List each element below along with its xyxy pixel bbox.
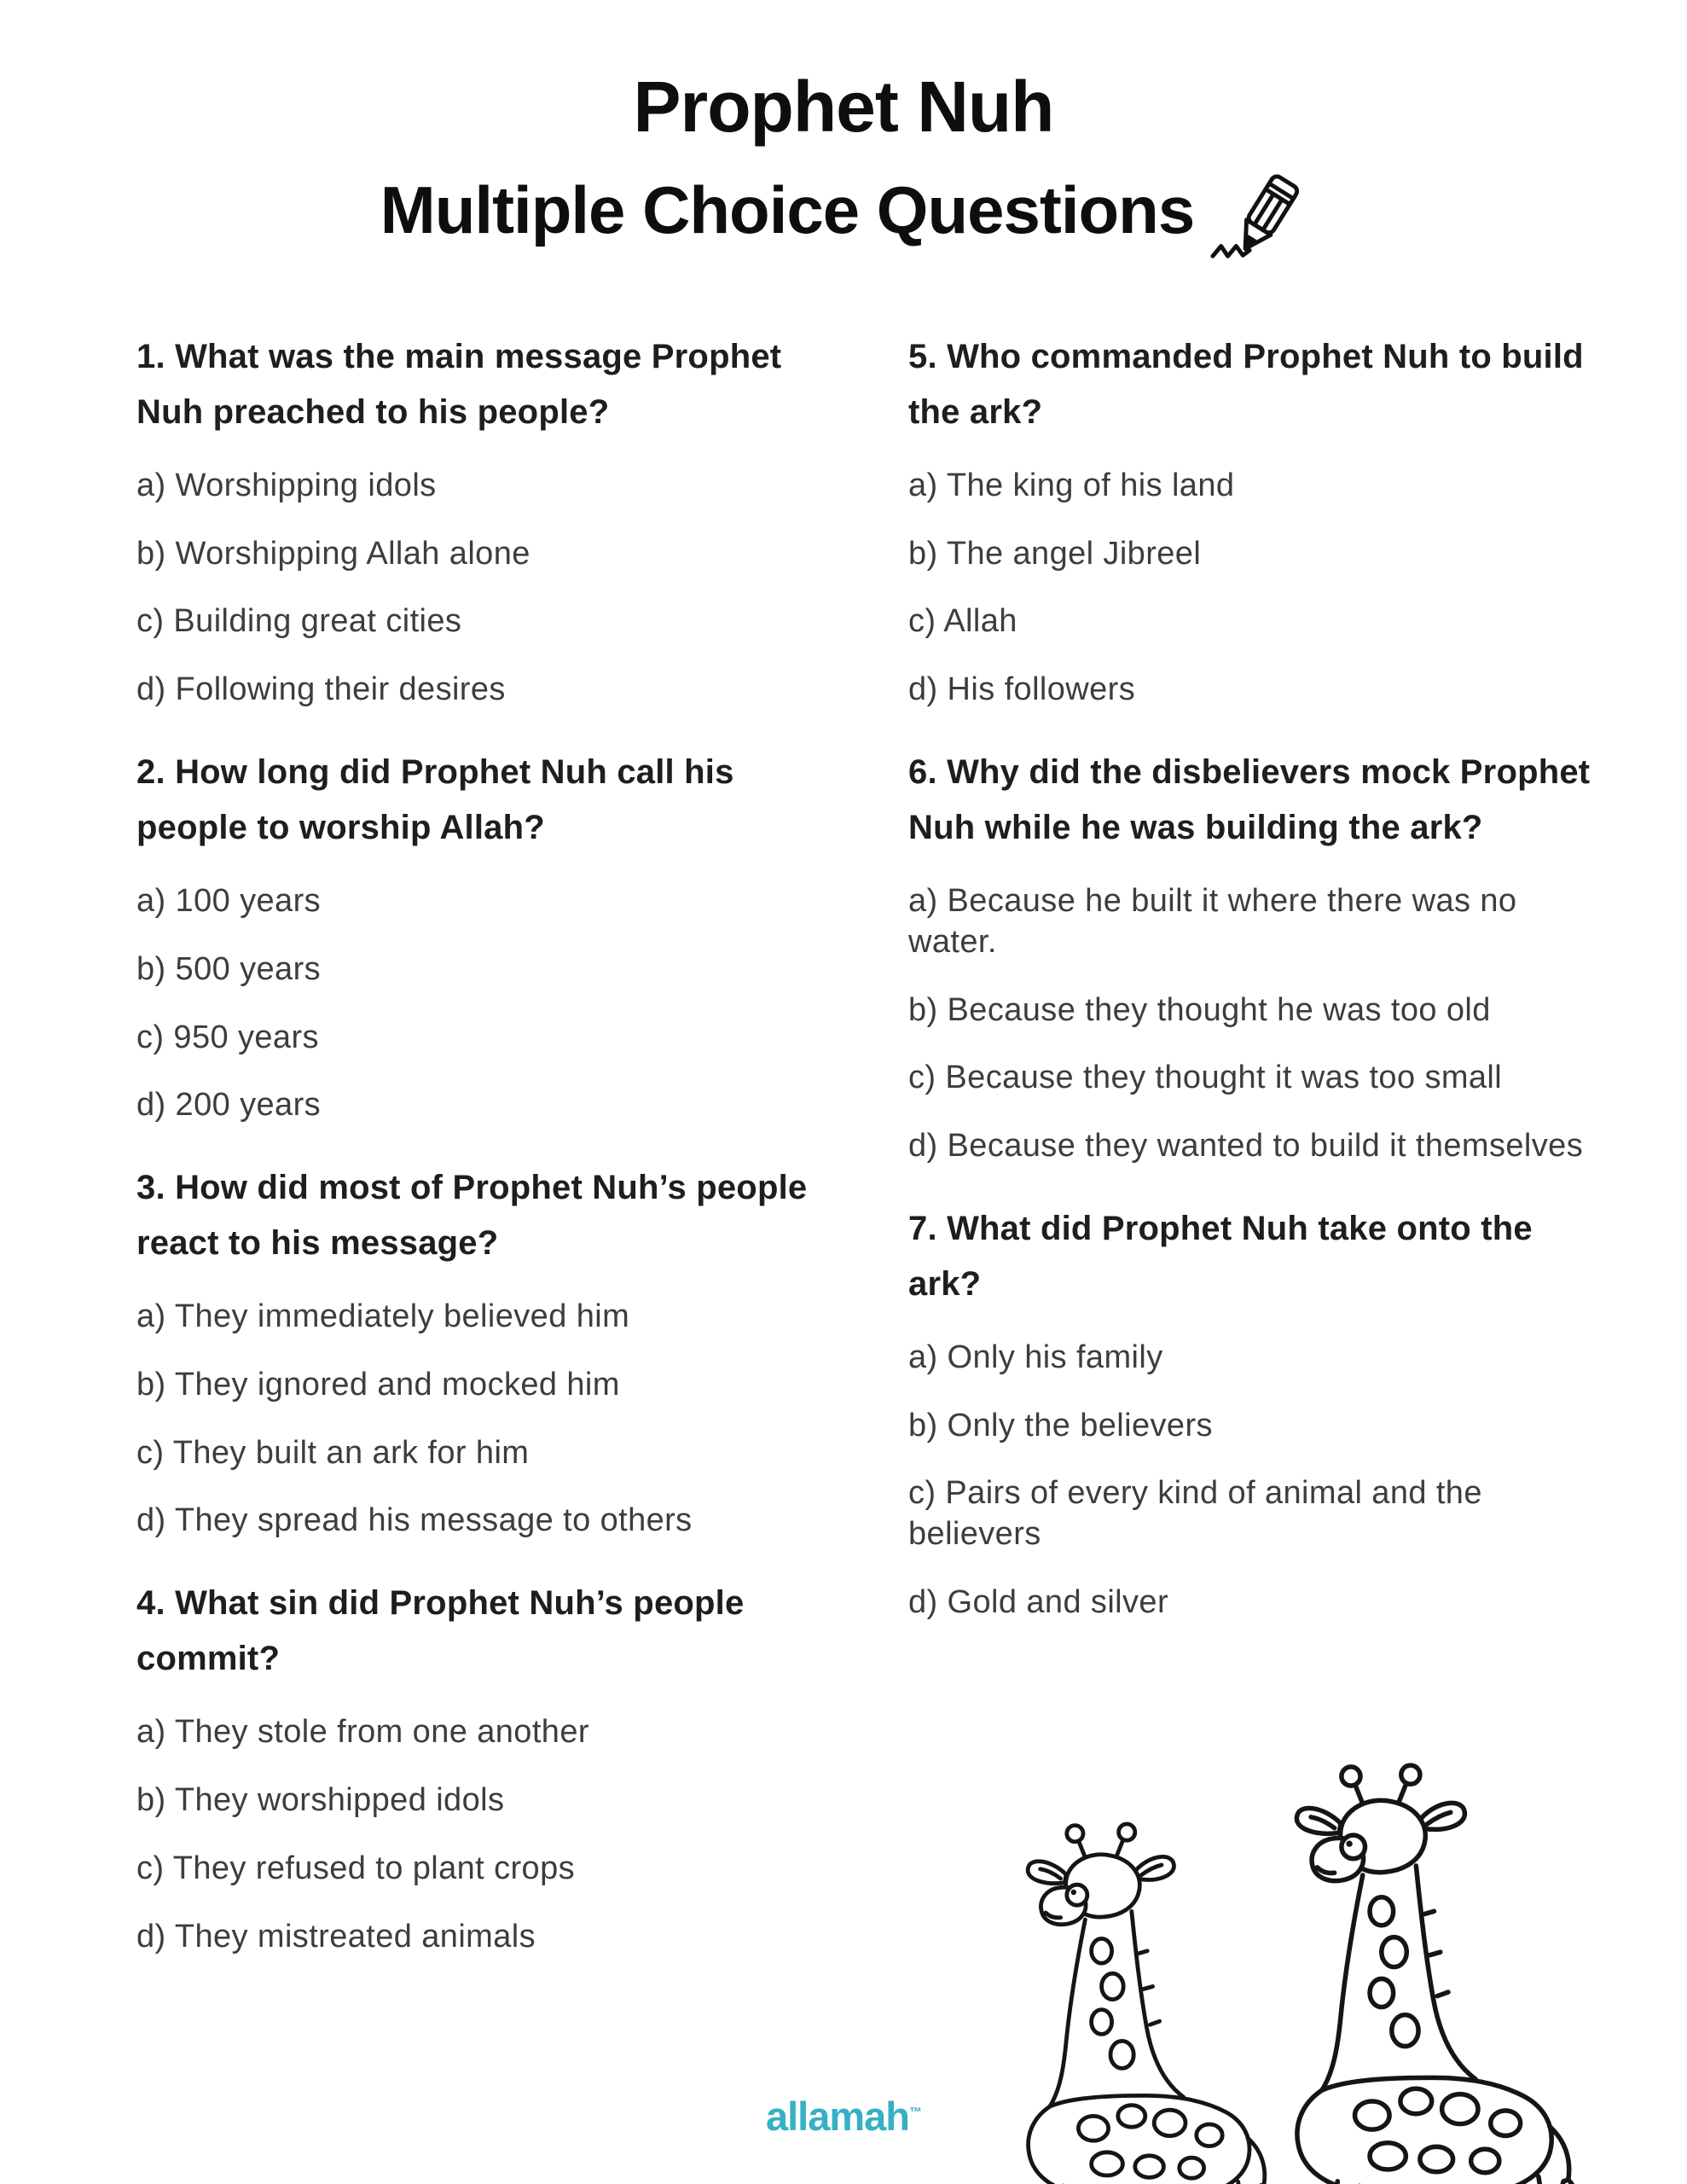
question-3-option-c: c) They built an ark for him <box>136 1434 530 1471</box>
question-1 <box>136 329 836 711</box>
questions-area <box>0 329 1687 1991</box>
question-2-heading: 2. How long did Prophet Nuh call his people to worship Allah? <box>136 753 734 846</box>
page-header <box>0 0 1687 247</box>
question-4-heading: 4. What sin did Prophet Nuh’s people commit? <box>136 1584 745 1678</box>
question-6-heading: 6. Why did the disbelievers mock Prophet Nuh while he was building the ark? <box>908 753 1591 846</box>
question-5-heading: 5. Who commanded Prophet Nuh to build the ark? <box>908 338 1584 431</box>
question-5-option-b: b) The angel Jibreel <box>908 535 1202 572</box>
title-line-1: Prophet Nuh <box>633 67 1054 147</box>
allamah-logo-text: allamah <box>765 2094 910 2139</box>
question-6 <box>908 745 1608 1167</box>
right-column <box>908 329 1608 1991</box>
question-3-option-b: b) They ignored and mocked him <box>136 1366 620 1403</box>
question-3-heading: 3. How did most of Prophet Nuh’s people react to his message? <box>136 1169 808 1263</box>
question-6-option-a: a) Because he built it where there was no water. <box>908 882 1517 960</box>
trademark-mark: ™ <box>909 2105 922 2120</box>
question-4-option-a: a) They stole from one another <box>136 1713 589 1750</box>
question-4 <box>136 1576 836 1957</box>
question-1-option-a: a) Worshipping idols <box>136 467 437 503</box>
question-2-option-a: a) 100 years <box>136 882 322 919</box>
question-4-option-d: d) They mistreated animals <box>136 1918 536 1955</box>
question-1-option-d: d) Following their desires <box>136 671 506 708</box>
question-4-option-b: b) They worshipped idols <box>136 1781 505 1818</box>
question-2-option-b: b) 500 years <box>136 950 322 987</box>
question-7-heading: 7. What did Prophet Nuh take onto the ark? <box>908 1210 1533 1303</box>
question-2-option-d: d) 200 years <box>136 1087 322 1124</box>
question-7-option-a: a) Only his family <box>908 1339 1163 1375</box>
question-7-option-b: b) Only the believers <box>908 1407 1213 1443</box>
question-1-option-b: b) Worshipping Allah alone <box>136 535 530 572</box>
title-line-2: Multiple Choice Questions <box>380 171 1195 247</box>
question-2 <box>136 745 836 1126</box>
left-column <box>136 329 836 1991</box>
allamah-logo <box>0 2093 1687 2140</box>
question-5-option-c: c) Allah <box>908 603 1017 640</box>
question-7 <box>908 1201 1608 1623</box>
question-5-option-d: d) His followers <box>908 671 1136 708</box>
question-5 <box>908 329 1608 711</box>
question-7-option-d: d) Gold and silver <box>908 1584 1169 1621</box>
page-title <box>0 67 1687 247</box>
question-7-option-c: c) Pairs of every kind of animal and the believers <box>908 1475 1482 1553</box>
question-5-option-a: a) The king of his land <box>908 467 1235 503</box>
question-6-option-c: c) Because they thought it was too small <box>908 1060 1503 1096</box>
question-1-heading: 1. What was the main message Prophet Nuh preached to his people? <box>136 338 782 431</box>
question-3 <box>136 1160 836 1542</box>
question-2-option-c: c) 950 years <box>136 1019 319 1055</box>
question-1-option-c: c) Building great cities <box>136 603 462 640</box>
pencil-icon <box>1206 169 1307 270</box>
question-3-option-d: d) They spread his message to others <box>136 1502 693 1539</box>
question-3-option-a: a) They immediately believed him <box>136 1298 630 1334</box>
question-6-option-d: d) Because they wanted to build it themselves <box>908 1128 1584 1165</box>
question-6-option-b: b) Because they thought he was too old <box>908 991 1491 1028</box>
question-4-option-c: c) They refused to plant crops <box>136 1850 575 1886</box>
